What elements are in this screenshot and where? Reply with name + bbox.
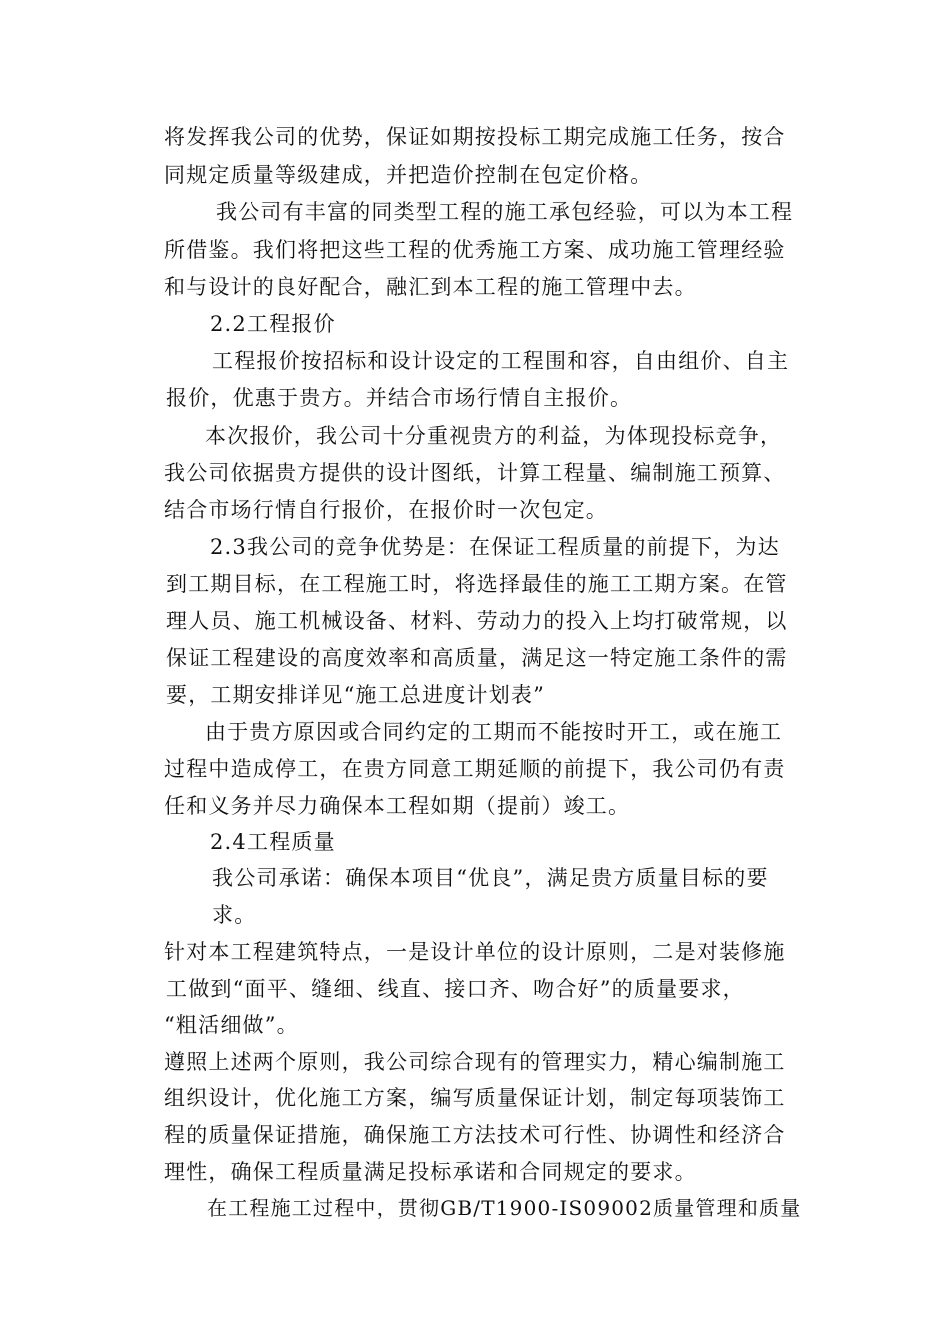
text-line: 和与设计的良好配合，融汇到本工程的施工管理中去。 [164,275,697,299]
text-line: 结合市场行情自行报价，在报价时一次包定。 [164,498,608,522]
text-line: 工程报价按招标和设计设定的工程围和容，自由组价、自主 [212,349,790,373]
text-line: 我公司承诺：确保本项目“优良”，满足贵方质量目标的要 [212,866,769,890]
text-line: 遵照上述两个原则，我公司综合现有的管理实力，精心编制施工 [164,1050,786,1074]
text-line: 组织设计，优化施工方案，编写质量保证计划，制定每项装饰工 [164,1086,786,1110]
text-line: 保证工程建设的高度效率和高质量，满足这一特定施工条件的需 [166,646,788,670]
text-line: 针对本工程建筑特点，一是设计单位的设计原则，二是对装修施 [164,940,786,964]
text-line: 工做到“面平、缝细、线直、接口齐、吻合好”的质量要求， [166,977,745,1001]
section-heading: 2.2工程报价 [210,312,336,336]
text-line: 任和义务并尽力确保本工程如期（提前）竣工。 [164,794,631,818]
text-line: 我公司依据贵方提供的设计图纸，计算工程量、编制施工预算、 [164,461,786,485]
text-line: 我公司有丰富的同类型工程的施工承包经验，可以为本工程 [216,200,794,224]
text-line: 过程中造成停工，在贵方同意工期延顺的前提下，我公司仍有责 [164,757,786,781]
text-line: 将发挥我公司的优势，保证如期按投标工期完成施工任务，按合 [164,125,786,149]
text-line: 所借鉴。我们将把这些工程的优秀施工方案、成功施工管理经验 [164,238,786,262]
text-line: 理性，确保工程质量满足投标承诺和合同规定的要求。 [164,1160,697,1184]
text-line: 2.3我公司的竞争优势是：在保证工程质量的前提下，为达 [210,535,780,559]
text-line: “粗活细做”。 [164,1013,299,1037]
text-line: 报价，优惠于贵方。并结合市场行情自主报价。 [166,386,633,410]
text-line: 要，工期安排详见“施工总进度计划表” [166,683,546,707]
text-line: 由于贵方原因或合同约定的工期而不能按时开工，或在施工 [205,720,783,744]
section-heading: 2.4工程质量 [210,830,336,854]
text-line: 同规定质量等级建成，并把造价控制在包定价格。 [164,163,653,187]
text-line: 在工程施工过程中，贯彻GB/T1900-IS09002质量管理和质量 [207,1196,802,1220]
text-line: 程的质量保证措施，确保施工方法技术可行性、协调性和经济合 [164,1123,786,1147]
text-line: 本次报价，我公司十分重视贵方的利益，为体现投标竞争， [205,424,783,448]
text-line: 到工期目标，在工程施工时，将选择最佳的施工工期方案。在管 [166,572,788,596]
text-line: 理人员、施工机械设备、材料、劳动力的投入上均打破常规，以 [166,609,788,633]
text-line: 求。 [212,903,257,927]
